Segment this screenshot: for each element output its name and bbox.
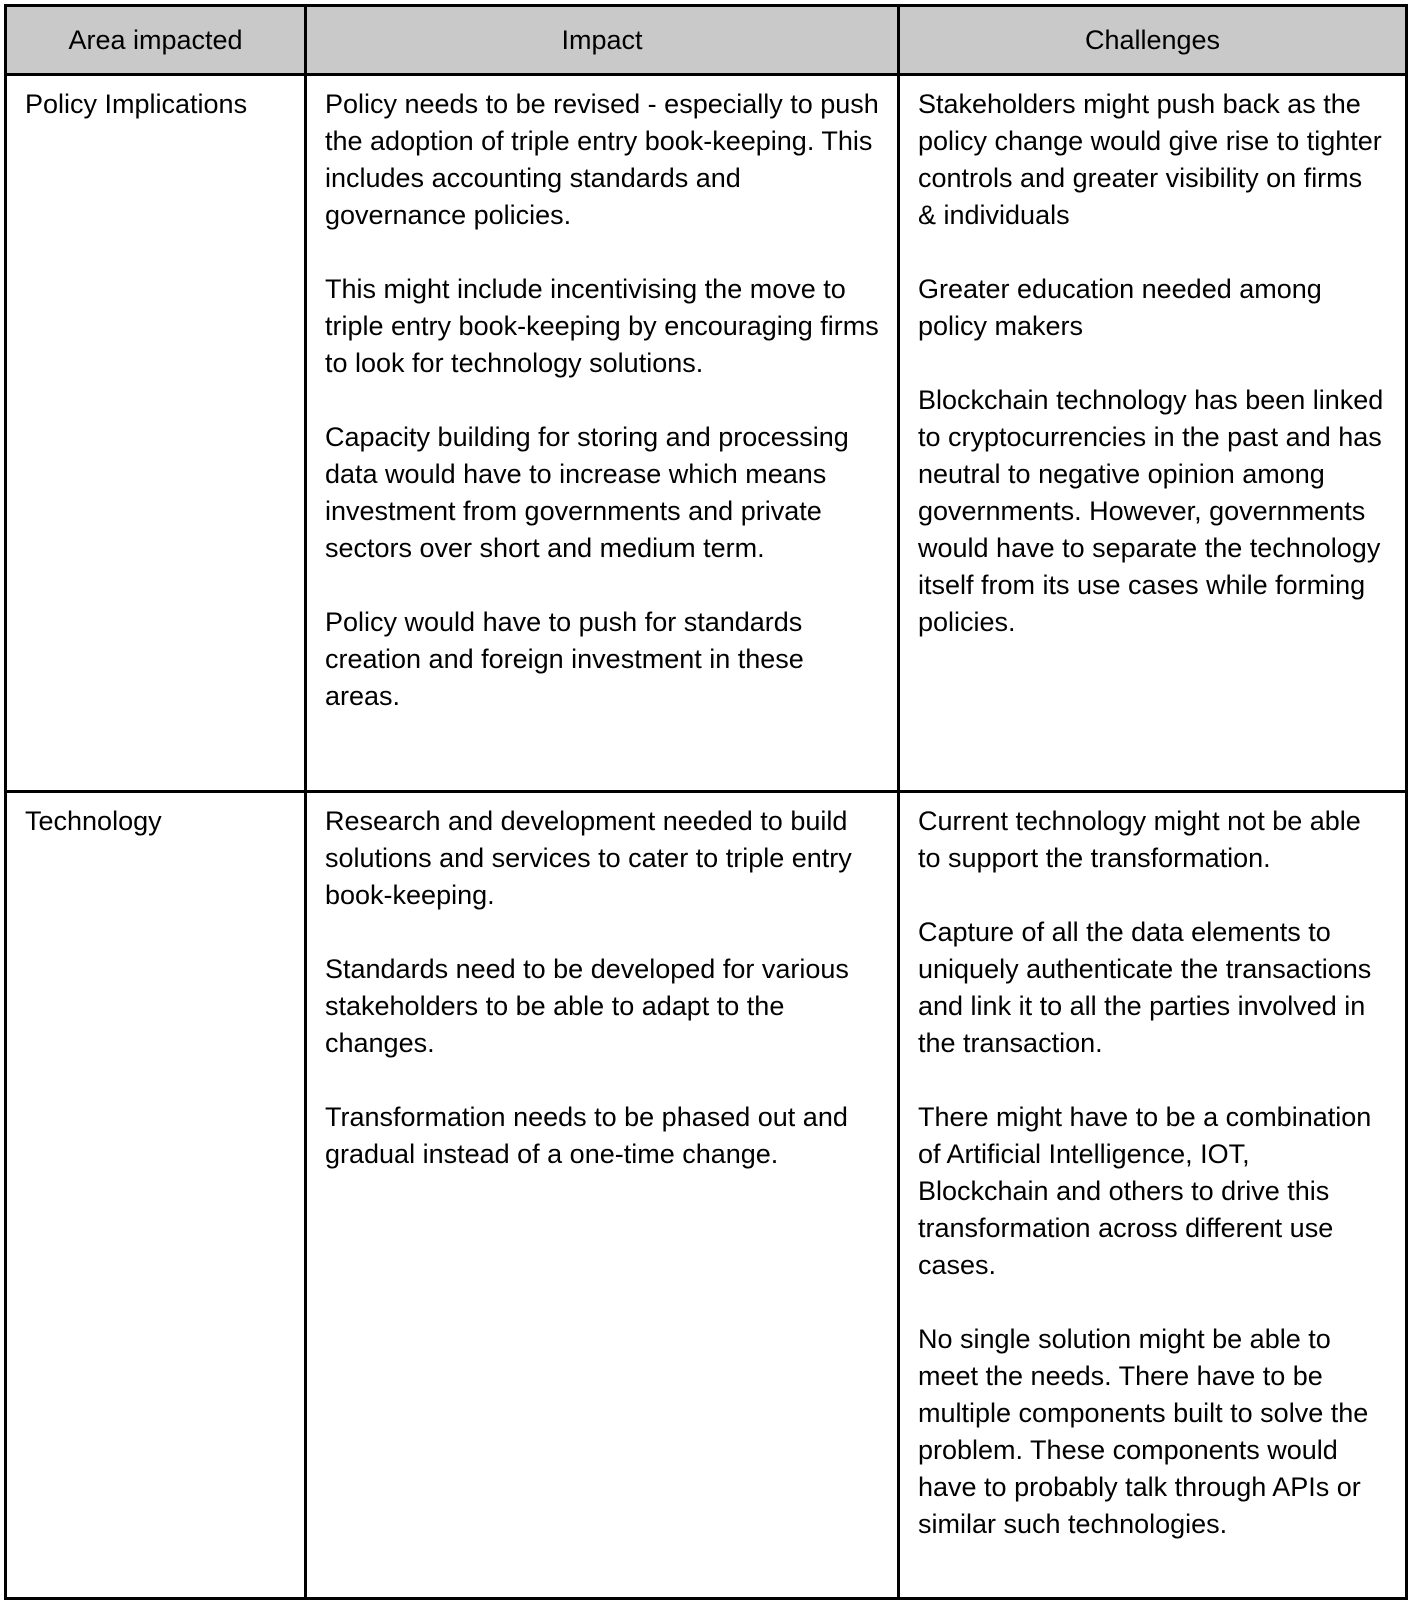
paragraph: Standards need to be developed for various stakeholders to be able to adapt to the changes. (325, 954, 849, 1058)
paragraph: Stakeholders might push back as the policy change would give rise to tighter controls and greater visibility on firms & individuals (918, 89, 1382, 230)
cell-area-policy-implications: Policy Implications (6, 75, 306, 792)
paragraph: This might include incentivising the move to triple entry book-keeping by encouraging firms to look for technology solutions. (325, 274, 879, 378)
paragraph: Capture of all the data elements to uniquely authenticate the transactions and link it to all the parties involved in the transaction. (918, 917, 1372, 1058)
table-header (6, 6, 1407, 75)
paragraph: Transformation needs to be phased out and gradual instead of a one-time change. (325, 1102, 848, 1169)
table-row (6, 75, 1407, 792)
paragraph: Greater education needed among policy makers (918, 274, 1322, 341)
paragraph: No single solution might be able to meet the needs. There have to be multiple components built to solve the problem. These components would have to probably talk through APIs or similar such technologies. (918, 1324, 1369, 1539)
cell-impact-policy-implications (306, 75, 899, 792)
column-header-area-impacted: Area impacted (6, 6, 306, 75)
paragraph: Research and development needed to build solutions and services to cater to triple entry book-keeping. (325, 806, 852, 910)
cell-impact-technology (306, 792, 899, 1599)
cell-area-technology: Technology (6, 792, 306, 1599)
table-row (6, 792, 1407, 1599)
cell-challenges-policy-implications (899, 75, 1407, 792)
paragraph: Blockchain technology has been linked to cryptocurrencies in the past and has neutral to negative opinion among governments. However, governments would have to separate the technology itself from its use cases while forming policies. (918, 385, 1384, 637)
paragraph: Capacity building for storing and processing data would have to increase which means investment from governments and private sectors over short and medium term. (325, 422, 849, 563)
paragraph: Policy would have to push for standards creation and foreign investment in these areas. (325, 607, 804, 711)
table-body (6, 75, 1407, 1599)
impact-challenges-table (4, 4, 1408, 1600)
header-row (6, 6, 1407, 75)
cell-challenges-technology (899, 792, 1407, 1599)
column-header-challenges: Challenges (899, 6, 1407, 75)
column-header-impact: Impact (306, 6, 899, 75)
paragraph: Policy needs to be revised - especially to push the adoption of triple entry book-keeping. This includes accounting standards and governance policies. (325, 89, 879, 230)
paragraph: There might have to be a combination of Artificial Intelligence, IOT, Blockchain and others to drive this transformation across different use cases. (918, 1102, 1372, 1280)
paragraph: Current technology might not be able to support the transformation. (918, 806, 1361, 873)
